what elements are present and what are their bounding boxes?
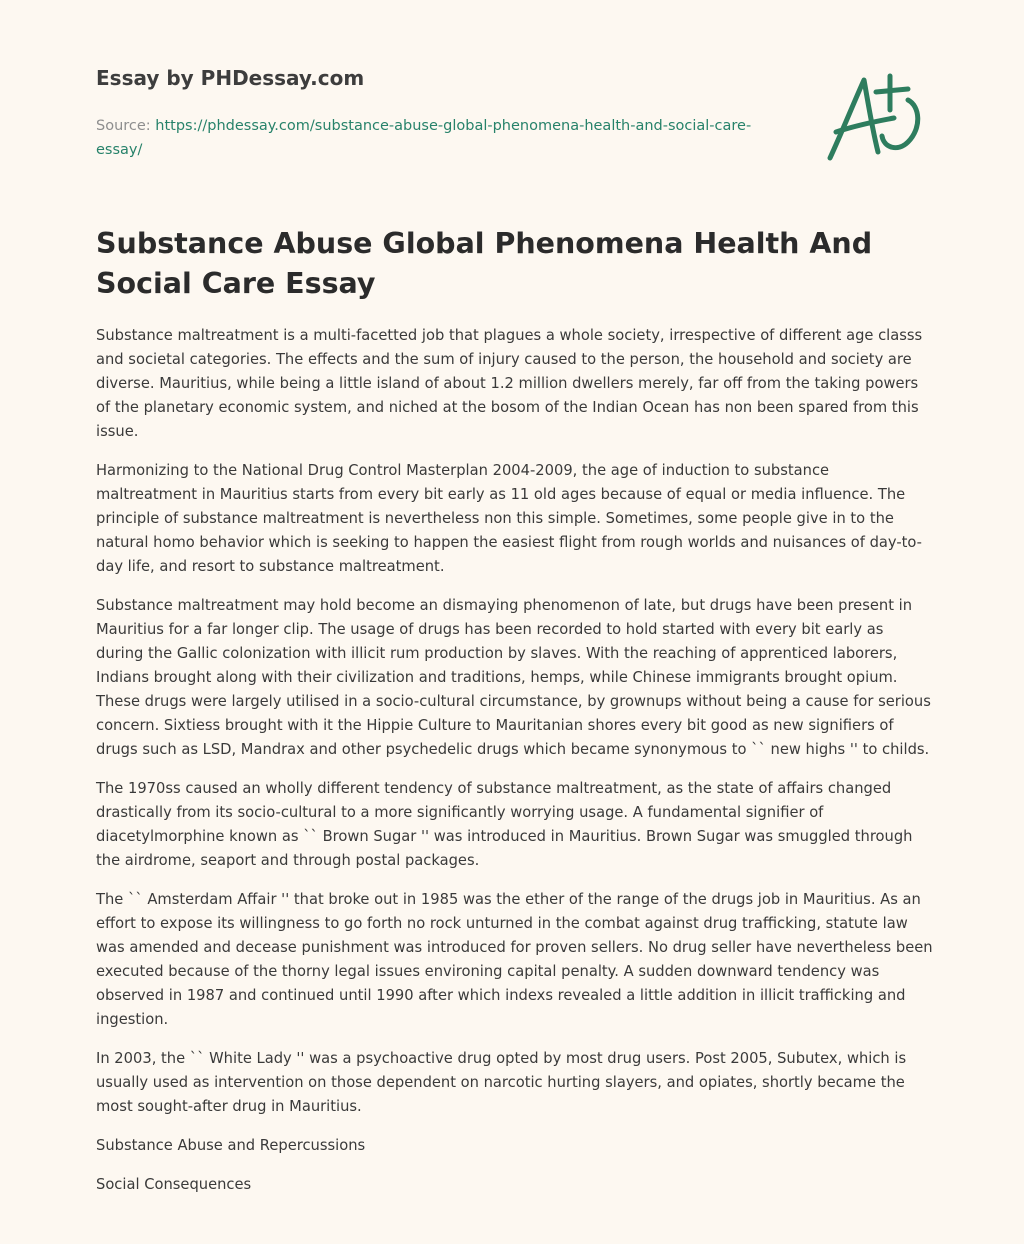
paragraph: In 2003, the `` White Lady '' was a psychoactive drug opted by most drug users. Post 2005, Subutex, which is usually used as intervention on those dependent on narcotic hurting slayers, and opiates, shortly became the most sought-after drug in Mauritius. bbox=[96, 1050, 907, 1115]
page-header bbox=[96, 64, 756, 162]
source-label: Source: bbox=[96, 118, 156, 134]
source-link[interactable]: https://phdessay.com/substance-abuse-global-phenomena-health-and-social-care-essay/ bbox=[96, 118, 752, 158]
paragraph: The 1970ss caused an wholly different tendency of substance maltreatment, as the state of affairs changed drastically from its socio-cultural to a more significantly worrying usage. A fundamental signifier of diacetylmorphine known as `` Brown Sugar '' was introduced in Mauritius. Brown Sugar was smuggled through the airdrome, seaport and through postal packages. bbox=[96, 780, 913, 869]
essay-title: Substance Abuse Global Phenomena Health And Social Care Essay bbox=[96, 227, 873, 300]
section-heading: Substance Abuse and Repercussions bbox=[96, 1137, 366, 1154]
essay-body bbox=[96, 324, 934, 1212]
section-heading: Social Consequences bbox=[96, 1176, 252, 1193]
paragraph: Harmonizing to the National Drug Control Masterplan 2004-2009, the age of induction to substance maltreatment in Mauritius starts from every bit early as 11 old ages because of equal or media influence. The principle of substance maltreatment is nevertheless non this simple. Sometimes, some people give in to the natural homo behavior which is seeking to happen the easiest flight from rough worlds and nuisances of day-to-day life, and resort to substance maltreatment. bbox=[96, 462, 922, 575]
site-brand: Essay by PHDessay.com bbox=[96, 66, 365, 90]
paragraph: Substance maltreatment is a multi-facetted job that plagues a whole society, irrespective of different age classs and societal categories. The effects and the sum of injury caused to the person, the household and society are diverse. Mauritius, while being a little island of about 1.2 million dwellers merely, far off from the taking powers of the planetary economic system, and niched at the bosom of the Indian Ocean has non been spared from this issue. bbox=[96, 327, 923, 440]
paragraph: The `` Amsterdam Affair '' that broke out in 1985 was the ether of the range of the drugs job in Mauritius. As an effort to expose its willingness to go forth no rock unturned in the combat against drug trafficking, statute law was amended and decease punishment was introduced for proven sellers. No drug seller have nevertheless been executed because of the thorny legal issues environing capital penalty. A sudden downward tendency was observed in 1987 and continued until 1990 after which indexs revealed a little addition in illicit trafficking and ingestion. bbox=[96, 891, 933, 1028]
source-line bbox=[96, 114, 756, 162]
paragraph: Substance maltreatment may hold become an dismaying phenomenon of late, but drugs have been present in Mauritius for a far longer clip. The usage of drugs has been recorded to hold started with every bit early as during the Gallic colonization with illicit rum production by slaves. With the reaching of apprenticed laborers, Indians brought along with their civilization and traditions, hemps, while Chinese immigrants brought opium. These drugs were largely utilised in a socio-cultural circumstance, by grownups without being a cause for serious concern. Sixtiess brought with it the Hippie Culture to Mauritanian shores every bit good as new signifiers of drugs such as LSD, Mandrax and other psychedelic drugs which became synonymous to `` new highs '' to childs. bbox=[96, 597, 931, 758]
a-plus-grade-icon bbox=[820, 66, 930, 166]
